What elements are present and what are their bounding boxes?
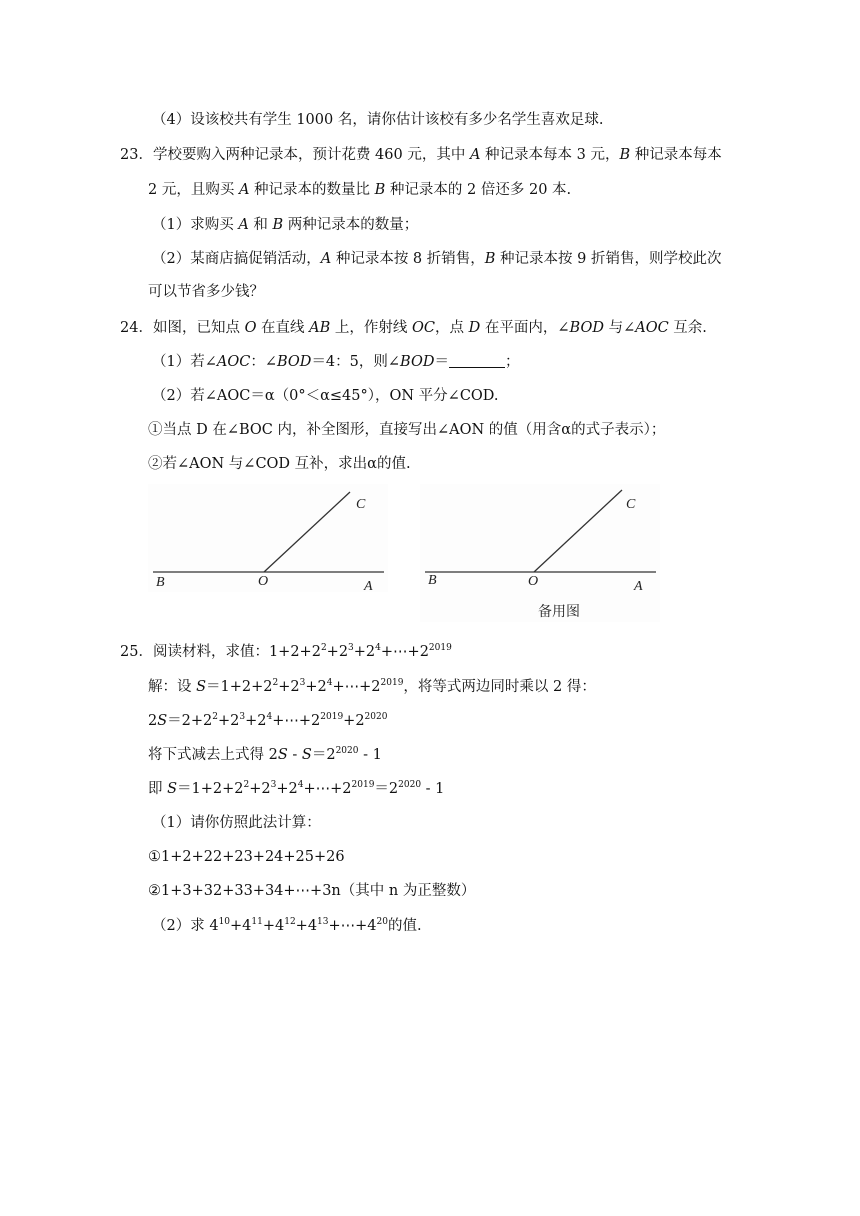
q25-text: +2 bbox=[278, 679, 300, 695]
q25-stem bbox=[120, 642, 452, 662]
q23-var-a: A bbox=[238, 182, 250, 198]
q25-text: ＝2+2 bbox=[167, 713, 213, 729]
q25-text: +⋯+2 bbox=[380, 644, 429, 660]
exponent: 12 bbox=[284, 917, 296, 927]
q23-number: 23 bbox=[120, 147, 139, 163]
q25-text: ＝1+2+2 bbox=[206, 679, 273, 695]
q24-text: ：∠ bbox=[250, 354, 277, 370]
exponent: 3 bbox=[270, 780, 277, 790]
q25-text: +⋯+4 bbox=[328, 918, 377, 934]
q24-var: D bbox=[468, 320, 481, 336]
q25-text: ，将等式两边同时乘以 2 得： bbox=[403, 679, 596, 695]
q24-var: BOD bbox=[569, 320, 604, 336]
q24-var: AB bbox=[309, 320, 331, 336]
exponent: 2019 bbox=[320, 712, 344, 722]
q25-var-s: S bbox=[301, 747, 312, 763]
q24-text: 上，作射线 bbox=[330, 320, 413, 336]
q23-var-a: A bbox=[320, 251, 332, 267]
q25-text: +2 bbox=[218, 713, 240, 729]
q23-stem-line2 bbox=[148, 180, 571, 200]
q22-part4: （4）设该校共有学生 1000 名，请你估计该校有多少名学生喜欢足球. bbox=[152, 112, 604, 128]
angle-figure-spare bbox=[420, 484, 660, 622]
exponent: 2020 bbox=[335, 746, 359, 756]
exponent: 3 bbox=[239, 712, 246, 722]
q25-text: +⋯+2 bbox=[303, 781, 352, 797]
q25-text: 2 bbox=[148, 713, 158, 729]
q23-text: （2）某商店搞促销活动， bbox=[152, 251, 321, 267]
q25-text: +2 bbox=[305, 679, 327, 695]
exponent: 10 bbox=[218, 917, 231, 927]
exponent: 3 bbox=[299, 678, 306, 688]
q25-text: +2 bbox=[249, 781, 271, 797]
q25-text: +⋯+2 bbox=[272, 713, 321, 729]
q23-text: 2 元，且购买 bbox=[148, 182, 239, 198]
q24-text: 与∠ bbox=[603, 320, 636, 336]
q23-stem-line1 bbox=[120, 145, 722, 165]
q23-text: 和 bbox=[248, 217, 273, 233]
q24-stem bbox=[120, 318, 707, 338]
exponent: 3 bbox=[348, 643, 354, 653]
q24-text: ＝4：5，则∠ bbox=[311, 354, 401, 370]
q25-solution-line2 bbox=[148, 711, 387, 731]
q23-var-b: B bbox=[374, 182, 386, 198]
spare-figure-caption: 备用图 bbox=[538, 604, 580, 620]
q24-var: BOD bbox=[400, 354, 435, 370]
label-a: A bbox=[634, 579, 643, 594]
q25-text: +4 bbox=[295, 918, 318, 934]
q25-part2 bbox=[152, 916, 422, 936]
q24-text: ，点 bbox=[435, 320, 469, 336]
q25-text: - bbox=[287, 747, 302, 763]
q24-text: 在直线 bbox=[256, 320, 310, 336]
q25-text: +4 bbox=[262, 918, 285, 934]
q25-text: +2 bbox=[276, 781, 298, 797]
figure-background bbox=[420, 484, 660, 622]
q24-part2: （2）若∠AOC＝α（0°＜α≤45°），ON 平分∠COD. bbox=[152, 388, 499, 404]
q24-text: 在平面内，∠ bbox=[480, 320, 570, 336]
label-b: B bbox=[428, 573, 437, 588]
exponent: 2 bbox=[320, 643, 327, 653]
q25-text: 将下式减去上式得 2 bbox=[148, 747, 278, 763]
q23-var-a: A bbox=[469, 147, 481, 163]
q25-solution-line4 bbox=[148, 779, 444, 799]
exponent: 2 bbox=[212, 712, 219, 722]
q23-text: 种记录本按 8 折销售， bbox=[331, 251, 485, 267]
q23-text: 种记录本的数量比 bbox=[249, 182, 375, 198]
q25-part1-case2: ②1+3+32+33+34+⋯+3n（其中 n 为正整数） bbox=[148, 883, 476, 899]
q23-part1 bbox=[152, 215, 418, 235]
exponent: 11 bbox=[251, 917, 263, 927]
label-c: C bbox=[356, 497, 366, 512]
q23-text: ．学校要购入两种记录本，预计花费 460 元，其中 bbox=[138, 147, 470, 163]
exponent: 2 bbox=[272, 678, 279, 688]
q23-text: 种记录本每本 bbox=[630, 147, 722, 163]
exponent: 4 bbox=[375, 643, 381, 653]
q25-part1: （1）请你仿照此法计算： bbox=[152, 815, 321, 831]
q24-text: ＝ bbox=[434, 354, 449, 370]
q25-text: 解：设 bbox=[148, 679, 197, 695]
q24-part2-case2: ②若∠AON 与∠COD 互补，求出α的值. bbox=[148, 456, 411, 472]
exponent: 13 bbox=[317, 917, 329, 927]
q25-var-s: S bbox=[157, 713, 168, 729]
q25-text: +⋯+2 bbox=[332, 679, 381, 695]
label-o: O bbox=[528, 574, 539, 589]
q25-text: +2 bbox=[343, 713, 365, 729]
q24-var: AOC bbox=[216, 354, 251, 370]
q25-text: +2 bbox=[245, 713, 267, 729]
q25-text: - 1 bbox=[358, 747, 382, 763]
q24-var: O bbox=[244, 320, 257, 336]
q25-text: ＝2 bbox=[311, 747, 336, 763]
answer-blank bbox=[449, 353, 505, 368]
q24-part1 bbox=[152, 352, 519, 372]
q25-solution-line1 bbox=[148, 677, 596, 697]
exponent: 20 bbox=[376, 917, 388, 927]
q24-text: 互余. bbox=[668, 320, 707, 336]
exponent: 2 bbox=[243, 780, 250, 790]
q24-var: OC bbox=[412, 320, 436, 336]
q25-text: ＝1+2+2 bbox=[177, 781, 244, 797]
q25-text: 的值. bbox=[387, 918, 422, 934]
q23-var-a: A bbox=[238, 217, 249, 233]
q24-var: AOC bbox=[635, 320, 669, 336]
q25-text: +2 bbox=[353, 644, 376, 660]
q23-text: 种记录本按 9 折销售，则学校此次 bbox=[495, 251, 722, 267]
exponent: 2019 bbox=[351, 780, 375, 790]
q25-var-s: S bbox=[196, 679, 207, 695]
q25-solution-line3 bbox=[148, 745, 382, 765]
q23-part2-cont: 可以节省多少钱？ bbox=[148, 284, 264, 300]
label-o: O bbox=[258, 574, 269, 589]
q23-var-b: B bbox=[484, 251, 496, 267]
q24-number: 24 bbox=[120, 320, 139, 336]
exponent: 2019 bbox=[428, 643, 452, 653]
q25-var-s: S bbox=[277, 747, 288, 763]
q23-text: 种记录本的 2 倍还多 20 本. bbox=[385, 182, 572, 198]
q23-var-b: B bbox=[272, 217, 284, 233]
q23-part2 bbox=[152, 249, 722, 269]
q25-text: 即 bbox=[148, 781, 168, 797]
q24-text: ．如图，已知点 bbox=[138, 320, 245, 336]
exponent: 4 bbox=[266, 712, 273, 722]
q25-text: +4 bbox=[230, 918, 252, 934]
q25-number: 25 bbox=[120, 644, 139, 660]
exponent: 4 bbox=[297, 780, 304, 790]
q24-text: ； bbox=[504, 354, 520, 370]
angle-figure-main bbox=[148, 484, 388, 592]
exponent: 4 bbox=[326, 678, 333, 688]
label-c: C bbox=[626, 497, 636, 512]
q24-text: （1）若∠ bbox=[152, 354, 217, 370]
q25-var-s: S bbox=[167, 781, 178, 797]
q25-text: - 1 bbox=[421, 781, 445, 797]
label-b: B bbox=[156, 575, 165, 590]
q23-text: （1）求购买 bbox=[152, 217, 239, 233]
exponent: 2020 bbox=[364, 712, 388, 722]
q23-text: 两种记录本的数量； bbox=[283, 217, 419, 233]
q23-text: 种记录本每本 3 元， bbox=[480, 147, 620, 163]
q25-text: （2）求 4 bbox=[152, 918, 219, 934]
q25-text: +2 bbox=[326, 644, 349, 660]
q23-var-b: B bbox=[619, 147, 631, 163]
exponent: 2019 bbox=[380, 678, 404, 688]
exponent: 2020 bbox=[398, 780, 422, 790]
q24-var: BOD bbox=[277, 354, 312, 370]
q25-text: ．阅读材料，求值：1+2+2 bbox=[138, 644, 321, 660]
q25-part1-case1: ①1+2+22+23+24+25+26 bbox=[148, 849, 345, 865]
q24-part2-case1: ①当点 D 在∠BOC 内，补全图形，直接写出∠AON 的值（用含α的式子表示）； bbox=[148, 422, 666, 438]
label-a: A bbox=[364, 579, 373, 592]
q25-text: ＝2 bbox=[374, 781, 399, 797]
